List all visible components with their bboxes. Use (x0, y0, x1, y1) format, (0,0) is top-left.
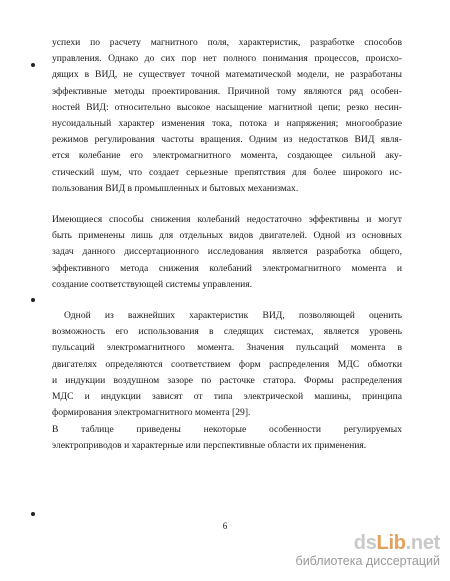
text-line: формирования электромагнитного момента [29]. (52, 407, 251, 419)
text-line: ется колебание его электромагнитного момента, создающее сильной аку- (52, 150, 402, 162)
text-line: Имеющиеся способы снижения колебаний недостаточно эффективны и могут (52, 214, 402, 225)
paragraph-4 (52, 422, 402, 454)
margin-dot-icon (31, 63, 35, 67)
text-line: нусоидальный характер изменения тока, потока и напряжения; многообразие (52, 118, 402, 130)
text-line: эффективные методы проектирования. Причиной тому являются ряд особен- (52, 85, 402, 97)
text-line: и индукции воздушном зазоре по расточке статора. Формы распределения (52, 374, 402, 386)
text-line: электроприводов и характерные или перспективные области их применения. (52, 440, 367, 452)
text-line: двигателях определяются соответствием форм распределения МДС обмотки (52, 358, 402, 370)
paragraph-3 (52, 308, 402, 421)
text-line: МДС и индукции зависят от типа электрической машины, принципа (52, 391, 402, 403)
text-line: создание соответствующей системы управления. (52, 278, 253, 290)
watermark-subtitle: библиотека диссертаций (295, 554, 440, 568)
text-line: В таблице приведены некоторые особенности регулируемых (52, 424, 402, 435)
watermark (296, 532, 440, 568)
paragraph-1 (52, 35, 402, 197)
text-line: быть применены лишь для отдельных видов двигателей. Одной из основных (52, 230, 402, 242)
text-line: управления. Однако до сих пор нет полного понимания процессов, происхо- (52, 53, 402, 65)
text-line: задач данного диссертационного исследования является разработка общего, (52, 246, 402, 258)
text-line: Одной из важнейших характеристик ВИД, позволяющей оценить (64, 310, 402, 321)
text-line: ностей ВИД: относительно высокое насыщение магнитной цепи; резко несин- (52, 101, 402, 113)
page-number: 6 (222, 521, 228, 531)
margin-dot-icon (31, 298, 35, 302)
text-line: успехи по расчету магнитного поля, характеристик, разработке способов (52, 37, 402, 48)
paragraph-2 (52, 212, 402, 293)
text-line: дящих в ВИД, не существует точной математической модели, не разработаны (52, 69, 402, 81)
watermark-logo: dsLib.net (353, 532, 440, 554)
text-line: стический шум, что создает серьезные препятствия для более широкого ис- (52, 166, 402, 178)
text-line: возможность его использования в следящих системах, является уровень (52, 326, 402, 338)
margin-dot-icon (31, 512, 35, 516)
text-line: пользования ВИД в промышленных и бытовых механизмах. (52, 182, 299, 194)
text-line: режимов регулирования частоты вращения. Одним из недостатков ВИД явля- (52, 134, 402, 146)
text-line: эффективного метода снижения колебаний электромагнитного момента и (52, 262, 402, 274)
text-line: пульсаций электромагнитного момента. Значения пульсаций момента в (52, 342, 402, 354)
